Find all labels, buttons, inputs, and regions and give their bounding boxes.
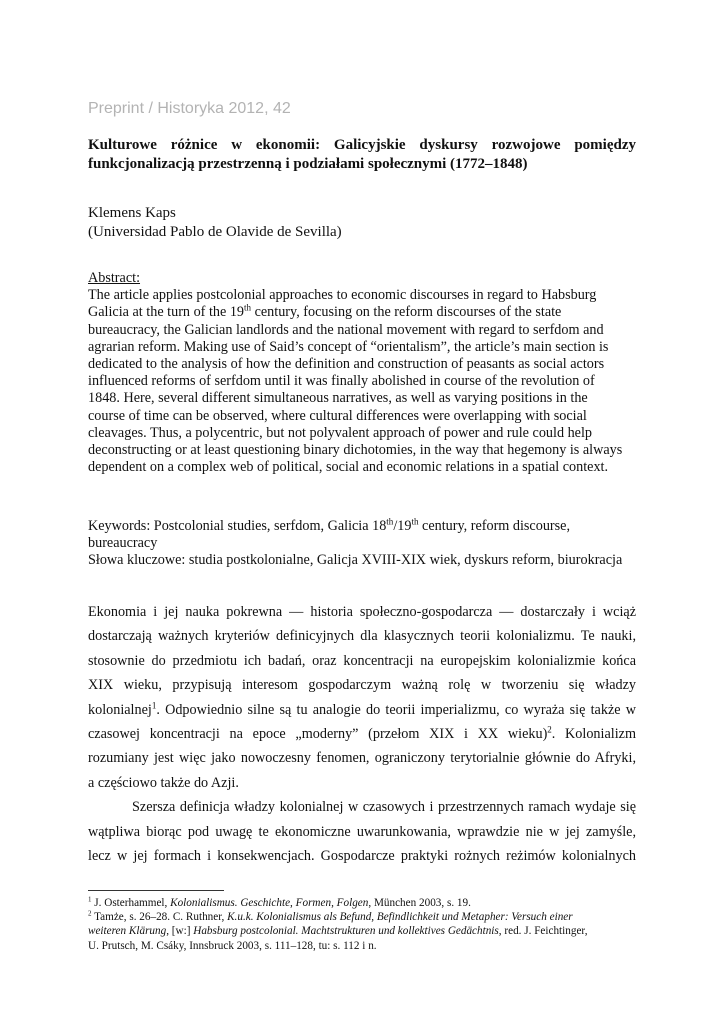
footnote-text: , red. J. Feichtinger,: [498, 925, 588, 938]
abstract-line: cleavages. Thus, a polycentric, but not polyvalent approach of power and rule could help: [88, 424, 593, 441]
body-line: rozumiany jest więc jako nowoczesny fenomen, ograniczony terytorialnie głównie do Afryki,: [88, 750, 636, 767]
abstract-line: dedicated to the analysis of how the definition and construction of peasants as social actors: [88, 356, 605, 373]
body-line: [88, 722, 636, 746]
keywords: [88, 518, 648, 570]
footnote-text: , München 2003, s. 19.: [368, 897, 471, 909]
superscript: th: [411, 516, 419, 527]
abstract-line: bureaucracy, the Galician landlords and the national movement with regard to serfdom and: [88, 321, 604, 338]
keywords-pl: Słowa kluczowe: studia postkolonialne, Galicja XVIII-XIX wiek, dyskurs reform, biurokracja: [88, 552, 623, 569]
abstract: [88, 270, 648, 476]
body-line: a częściowo także do Azji.: [88, 774, 239, 791]
abstract-text: century, focusing on the reform discourses of the state: [251, 304, 562, 321]
abstract-line: deconstructing or at least questioning binary dichotomies, in the way that hegemony is always: [88, 442, 623, 459]
body-line: stosownie do przedmiotu ich badań, oraz koncentracji na europejskim kolonializmie końca: [88, 652, 636, 669]
footnote-1: [88, 896, 648, 910]
article-title: [88, 136, 636, 174]
superscript: th: [386, 516, 394, 527]
abstract-text: Galicia at the turn of the 19: [88, 304, 245, 321]
body-line: Ekonomia i jej nauka pokrewna — historia społeczno-gospodarcza — dostarczały i wciąż: [88, 604, 636, 620]
abstract-line: dependent on a complex web of political, social and economic relations in a spatial context.: [88, 459, 609, 476]
footnote-italic: K.u.k. Kolonialismus als Befund, Befindlichkeit und Metapher: Versuch einer: [227, 911, 573, 924]
keywords-text: century, reform discourse,: [418, 518, 571, 534]
abstract-line: 1848. Here, several different simultaneous narratives, as well as varying positions in the: [88, 390, 588, 407]
footnote-italic: weiteren Klärung: [88, 925, 167, 938]
body-line: XIX wieku, przypisują interesom gospodarczym ważną rolę w tworzeniu się władzy: [88, 677, 636, 694]
author-name: Klemens Kaps: [88, 205, 176, 221]
body-line: [88, 698, 636, 722]
footnote-2-continued: U. Prutsch, M. Csáky, Innsbruck 2003, s. 111–128, tu: s. 112 i n.: [88, 939, 377, 952]
footnote-ref-1[interactable]: 1: [151, 699, 157, 710]
body-text: [88, 600, 636, 868]
body-text-run: . Odpowiednio silne są tu analogie do teorii imperializmu, co wyraża się także w: [156, 701, 636, 718]
footnote-divider: [88, 890, 224, 891]
keywords-en-continued: bureaucracy: [88, 535, 158, 552]
footnote-ref-2[interactable]: 2: [547, 724, 552, 735]
body-text-run: kolonialnej: [88, 701, 152, 718]
body-text-run: . Kolonializm: [551, 726, 636, 743]
footnote-text: Tamże, s. 26–28. C. Ruthner,: [91, 911, 228, 924]
title-line-1: Kulturowe różnice w ekonomii: Galicyjskie dyskursy rozwojowe pomiędzy: [88, 137, 636, 153]
body-line: dostarczają ważnych kryteriów definicyjnych dla klasycznych teorii kolonializmu. Te nauki,: [88, 628, 636, 645]
footnote-italic: Kolonialismus. Geschichte, Formen, Folgen: [170, 897, 369, 909]
footnote-2: [88, 910, 648, 924]
footnote-text: J. Osterhammel,: [91, 897, 171, 909]
superscript: th: [244, 302, 252, 313]
footnote-number: 1: [88, 895, 92, 904]
title-line-2: funkcjonalizacją przestrzenną i podziałami społecznymi (1772–1848): [88, 156, 528, 172]
abstract-line: The article applies postcolonial approaches to economic discourses in regard to Habsburg: [88, 287, 597, 304]
abstract-line: [88, 304, 648, 321]
abstract-line: course of time can be observed, where cultural differences were overlapping with social: [88, 407, 587, 424]
abstract-line: influenced reforms of serfdom until it was finally abolished in course of the revolution of: [88, 373, 595, 390]
footnote-number: 2: [88, 909, 92, 918]
preprint-header: Preprint / Historyka 2012, 42: [88, 100, 291, 117]
author-block: [88, 204, 342, 242]
footnote-2-continued: [88, 924, 648, 938]
abstract-label: Abstract:: [88, 270, 141, 286]
footnote-italic: Habsburg postcolonial. Machtstrukturen und kollektives Gedächtnis: [193, 925, 499, 938]
keywords-en: [88, 518, 648, 535]
footnotes: [88, 896, 648, 953]
keywords-text: /19: [393, 518, 412, 534]
keywords-text: Keywords: Postcolonial studies, serfdom, Galicia 18: [88, 518, 387, 534]
body-text-run: czasowej koncentracji na epoce „moderny” (przełom XIX i XX wieku): [88, 726, 548, 743]
abstract-line: agrarian reform. Making use of Said’s concept of “orientalism”, the article’s main section is: [88, 338, 609, 355]
body-line: wątpliwa biorąc pod uwagę te ekonomiczne uwarunkowania, wprawdzie nie w jej zamyśle,: [88, 823, 636, 840]
body-line: Szersza definicja władzy kolonialnej w czasowych i przestrzennych ramach wydaje się: [132, 799, 636, 816]
body-line: lecz w jej formach i konsekwencjach. Gospodarcze praktyki rożnych reżimów kolonialnych: [88, 848, 636, 865]
author-affiliation: (Universidad Pablo de Olavide de Sevilla): [88, 224, 342, 240]
footnote-text: , [w:]: [166, 925, 194, 938]
